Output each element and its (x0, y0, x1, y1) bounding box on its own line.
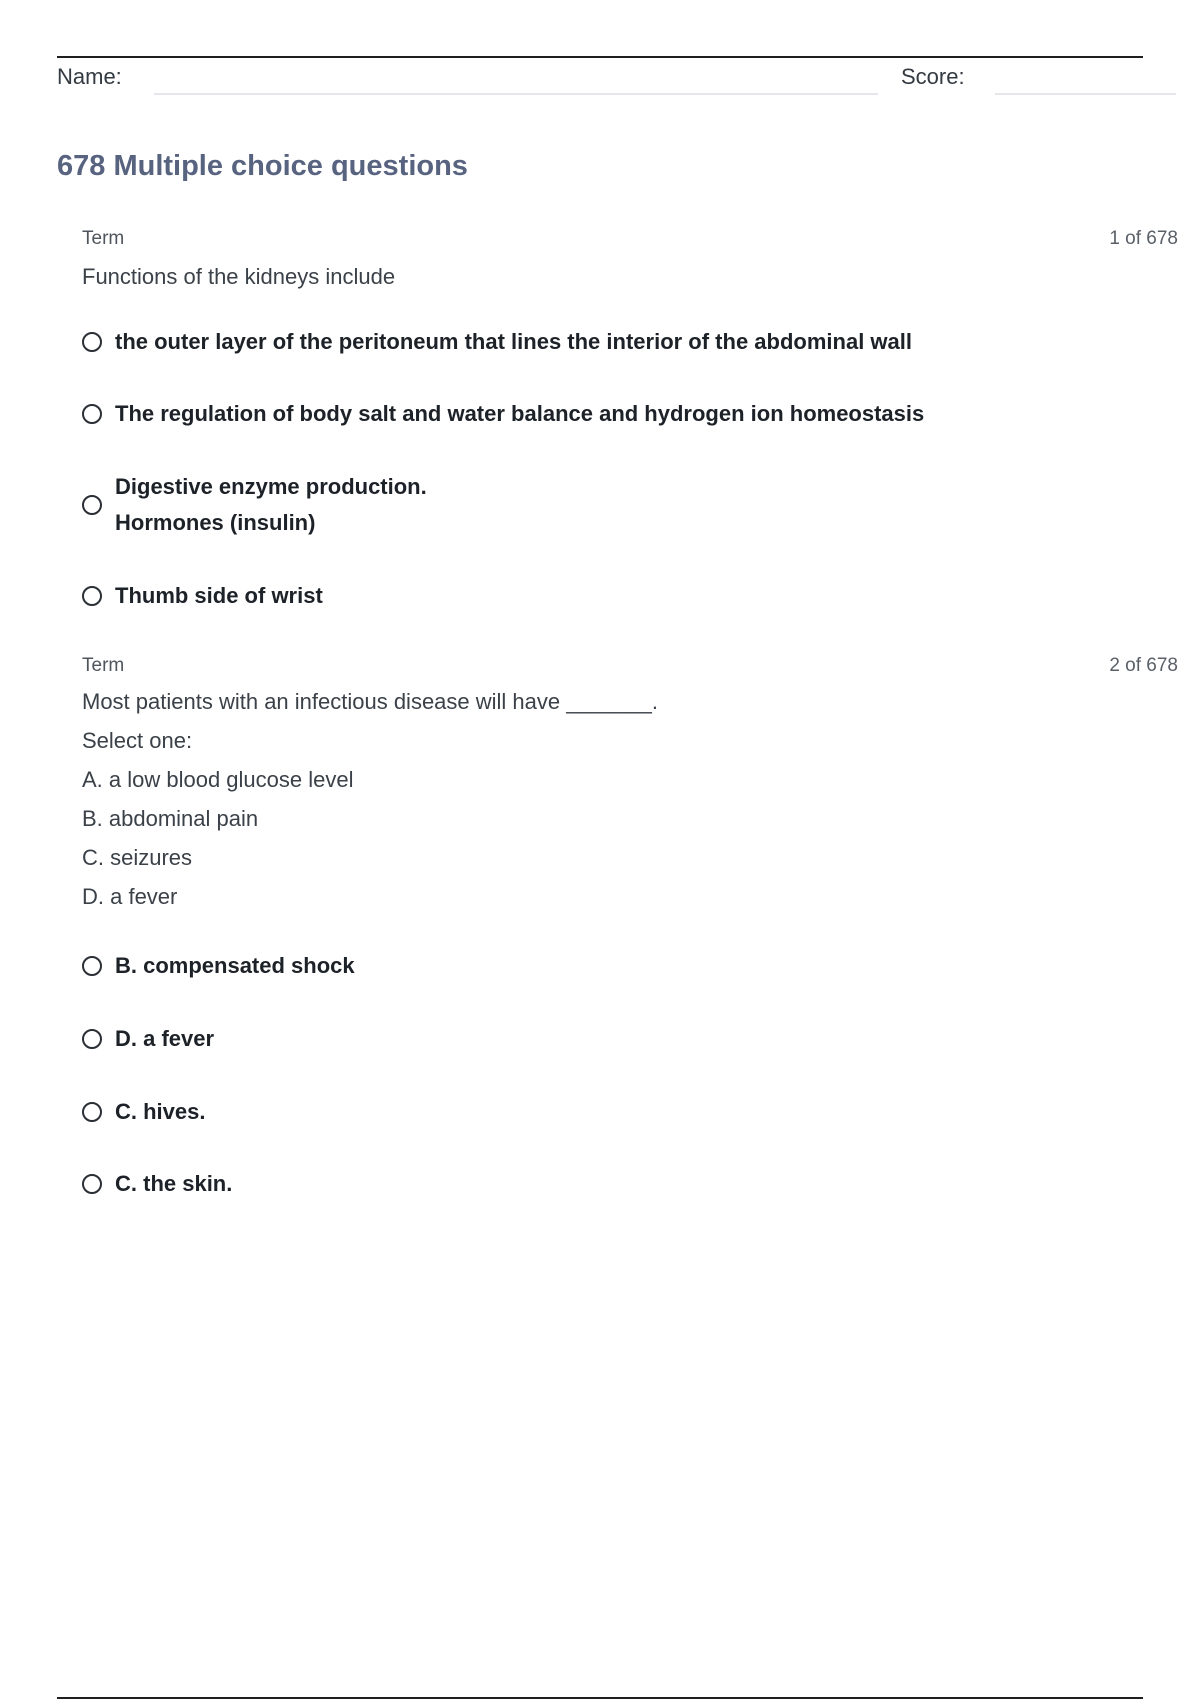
radio-button-icon[interactable] (82, 586, 102, 606)
question-prompt-line: D. a fever (82, 884, 178, 909)
question-prompt-line: B. abdominal pain (82, 806, 259, 831)
question-counter: 1 of 678 (1109, 228, 1178, 249)
answer-option-text: The regulation of body salt and water balance and hydrogen ion homeostasis (115, 401, 925, 426)
name-field[interactable] (154, 93, 878, 95)
top-rule (57, 56, 1143, 58)
radio-button-icon[interactable] (82, 956, 102, 976)
answer-option-text: B. compensated shock (115, 953, 355, 978)
question-prompt: Functions of the kidneys include (82, 264, 396, 289)
answer-option[interactable] (82, 1021, 214, 1057)
answer-option-text: D. a fever (115, 1026, 215, 1051)
answer-option-text: Thumb side of wrist (115, 583, 323, 608)
name-label: Name: (57, 64, 122, 89)
radio-button-icon[interactable] (82, 495, 102, 515)
question-prompt-line: Select one: (82, 728, 193, 753)
question-1 (82, 228, 1178, 296)
score-label: Score: (901, 64, 965, 89)
answer-option[interactable] (82, 324, 912, 360)
answer-option[interactable] (82, 948, 355, 984)
answer-option[interactable] (82, 469, 427, 541)
answer-option[interactable] (82, 396, 924, 432)
question-counter: 2 of 678 (1109, 655, 1178, 676)
term-label: Term (82, 228, 125, 249)
score-field[interactable] (995, 93, 1176, 95)
radio-button-icon[interactable] (82, 1102, 102, 1122)
page-title: 678 Multiple choice questions (57, 150, 468, 182)
question-prompt-line: A. a low blood glucose level (82, 767, 354, 792)
answer-option-text (115, 469, 427, 541)
radio-button-icon[interactable] (82, 1029, 102, 1049)
answer-option[interactable] (82, 578, 323, 614)
radio-button-icon[interactable] (82, 332, 102, 352)
worksheet-header (57, 62, 1177, 102)
answer-option-line: Digestive enzyme production. (115, 474, 427, 499)
answer-option-line: Hormones (insulin) (115, 510, 316, 535)
radio-button-icon[interactable] (82, 404, 102, 424)
bottom-rule (57, 1697, 1143, 1699)
question-prompt-line: C. seizures (82, 845, 193, 870)
answer-option[interactable] (82, 1094, 205, 1130)
answer-option-text: C. hives. (115, 1099, 206, 1124)
radio-button-icon[interactable] (82, 1174, 102, 1194)
answer-option[interactable] (82, 1166, 232, 1202)
question-prompt: Most patients with an infectious disease will have _______. (82, 689, 659, 714)
answer-option-text: C. the skin. (115, 1171, 233, 1196)
answer-option-text: the outer layer of the peritoneum that lines the interior of the abdominal wall (115, 329, 912, 354)
term-label: Term (82, 655, 125, 676)
question-2 (82, 655, 1178, 916)
